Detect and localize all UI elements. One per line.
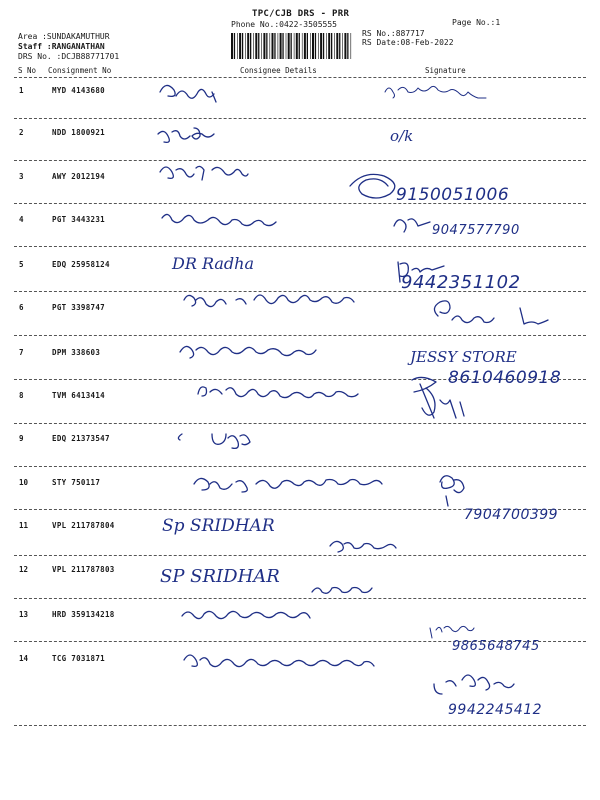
row-divider xyxy=(14,246,586,247)
barcode xyxy=(230,33,354,59)
handwritten-phone: 9942245412 xyxy=(448,702,543,718)
row-sno: 1 xyxy=(19,86,24,95)
barcode-bar xyxy=(280,33,282,59)
sheet-title: TPC/CJB DRS - PRR xyxy=(252,9,350,19)
barcode-bar xyxy=(255,33,257,59)
row-sno: 7 xyxy=(19,348,24,357)
barcode-bar xyxy=(304,33,306,59)
rs-number: RS No.:887717 xyxy=(362,29,425,38)
barcode-bar xyxy=(245,33,246,59)
row-sno: 4 xyxy=(19,215,24,224)
area-label: Area :SUNDAKAMUTHUR xyxy=(18,32,110,41)
barcode-bar xyxy=(294,33,295,59)
barcode-bar xyxy=(302,33,303,59)
row-divider xyxy=(14,598,586,599)
row-sno: 10 xyxy=(19,478,29,487)
handwritten-phone: 9150051006 xyxy=(396,185,510,205)
barcode-bar xyxy=(323,33,324,59)
barcode-bar xyxy=(334,33,335,59)
barcode-bar xyxy=(242,33,243,59)
row-consignment: DPM 338603 xyxy=(52,348,101,357)
col-header-sno: S No xyxy=(18,66,37,75)
barcode-bar xyxy=(339,33,340,59)
handwritten-phone: 9442351102 xyxy=(401,272,521,293)
row-consignment: HRD 359134218 xyxy=(52,610,115,619)
row-sno: 3 xyxy=(19,172,24,181)
barcode-bar xyxy=(231,33,233,59)
row-divider xyxy=(14,466,586,467)
barcode-bar xyxy=(351,33,352,59)
barcode-bar xyxy=(247,33,249,59)
barcode-bar xyxy=(263,33,265,59)
row-divider xyxy=(14,335,586,336)
drs-number: DRS No. :DCJB88771701 xyxy=(18,52,120,61)
row-sno: 5 xyxy=(19,260,24,269)
row-sno: 6 xyxy=(19,303,24,312)
barcode-bar xyxy=(307,33,308,59)
barcode-bar xyxy=(286,33,287,59)
row-sno: 8 xyxy=(19,391,24,400)
barcode-bar xyxy=(288,33,290,59)
handwritten-phone: 9047577790 xyxy=(432,223,520,238)
barcode-bar xyxy=(272,33,274,59)
barcode-bar xyxy=(328,33,330,59)
staff-label: Staff :RANGANATHAN xyxy=(18,42,105,51)
barcode-bar xyxy=(320,33,322,59)
row-divider xyxy=(14,160,586,161)
barcode-bar xyxy=(318,33,319,59)
barcode-bar xyxy=(315,33,316,59)
handwritten-store-name: JESSY STORE xyxy=(410,348,517,366)
row-consignment: STY 750117 xyxy=(52,478,101,487)
row-consignment: TCG 7031871 xyxy=(52,654,105,663)
barcode-bar xyxy=(266,33,267,59)
rs-date: RS Date:08-Feb-2022 xyxy=(362,38,454,47)
handwritten-consignee-name: Sp SRIDHAR xyxy=(162,516,275,536)
handwritten-note-ok: o/k xyxy=(390,127,414,145)
barcode-bar xyxy=(282,33,283,59)
barcode-bar xyxy=(342,33,343,59)
row-consignment: MYD 4143680 xyxy=(52,86,105,95)
row-consignment: NDD 1800921 xyxy=(52,128,105,137)
col-header-consignment: Consignment No xyxy=(48,66,112,75)
row-sno: 11 xyxy=(19,521,29,530)
row-consignment: VPL 211787804 xyxy=(52,521,115,530)
barcode-bar xyxy=(239,33,241,59)
barcode-bar xyxy=(261,33,262,59)
barcode-bar xyxy=(326,33,327,59)
row-sno: 13 xyxy=(19,610,29,619)
row-consignment: EDQ 25958124 xyxy=(52,260,110,269)
barcode-bar xyxy=(274,33,275,59)
row-divider xyxy=(14,423,586,424)
barcode-bar xyxy=(344,33,346,59)
row-sno: 2 xyxy=(19,128,24,137)
barcode-bar xyxy=(237,33,238,59)
barcode-bar xyxy=(299,33,300,59)
barcode-bar xyxy=(278,33,279,59)
phone-number: Phone No.:0422-3505555 xyxy=(231,20,337,29)
row-consignment: PGT 3443231 xyxy=(52,215,105,224)
handwritten-phone: 8610460918 xyxy=(448,368,562,388)
row-divider xyxy=(14,555,586,556)
barcode-bar xyxy=(347,33,348,59)
barcode-bar xyxy=(312,33,314,59)
barcode-bar xyxy=(296,33,298,59)
barcode-bar xyxy=(258,33,259,59)
barcode-bar xyxy=(336,33,338,59)
row-sno: 12 xyxy=(19,565,29,574)
page-number: Page No.:1 xyxy=(452,18,501,27)
col-header-signature: Signature xyxy=(425,66,466,75)
row-consignment: AWY 2012194 xyxy=(52,172,105,181)
row-divider xyxy=(14,725,586,726)
handwritten-consignee-name: DR Radha xyxy=(172,254,254,273)
barcode-bar xyxy=(291,33,292,59)
row-sno: 14 xyxy=(19,654,29,663)
barcode-bar xyxy=(234,33,235,59)
col-header-consignee: Consignee Details xyxy=(240,66,317,75)
barcode-bar xyxy=(270,33,271,59)
row-sno: 9 xyxy=(19,434,24,443)
header-rule xyxy=(14,77,586,78)
row-consignment: VPL 211787803 xyxy=(52,565,115,574)
barcode-bar xyxy=(331,33,332,59)
barcode-bar xyxy=(310,33,311,59)
row-consignment: TVM 6413414 xyxy=(52,391,105,400)
handwritten-consignee-name: SP SRIDHAR xyxy=(160,566,280,587)
row-consignment: PGT 3398747 xyxy=(52,303,105,312)
handwritten-phone: 9865648745 xyxy=(452,639,540,654)
row-consignment: EDQ 21373547 xyxy=(52,434,110,443)
barcode-bar xyxy=(250,33,251,59)
barcode-bar xyxy=(253,33,254,59)
row-divider xyxy=(14,118,586,119)
handwritten-phone: 7904700399 xyxy=(464,507,559,523)
